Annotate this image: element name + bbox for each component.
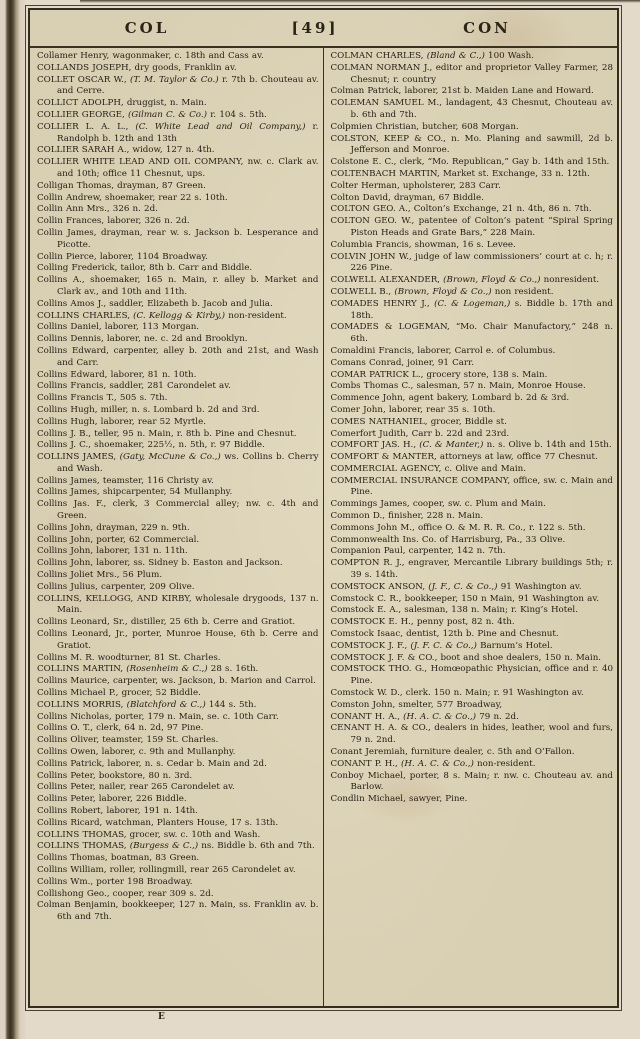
directory-entry: Conboy Michael, porter, 8 s. Main; r. nw. c. Chouteau av. and Barlow. <box>330 770 613 793</box>
directory-entry: COLWELL B., (Brown, Floyd & Co.,) non resident. <box>330 286 554 297</box>
directory-entry: COLMAN NORMAN J., editor and proprietor Valley Farmer, 28 Chesnut; r. country <box>330 62 613 85</box>
directory-entry: Collins Francis, saddler, 281 Carondelet av. <box>37 381 231 392</box>
firm-name-italic: (C. & Manter,) <box>419 440 484 451</box>
directory-entry: Collins John, laborer, 131 n. 11th. <box>37 546 188 557</box>
book-gutter-shadow <box>0 0 26 1039</box>
directory-entry: CONANT P. H., (H. A. C. & Co.,) non-resident. <box>330 758 536 769</box>
directory-entry: COMSTOCK THO. G., Homœopathic Physician, office and r. 40 Pine. <box>330 664 613 687</box>
directory-entry: COMPTON R. J., engraver, Mercantile Library buildings 5th; r. 39 s. 14th. <box>330 558 613 581</box>
directory-entry: Collins James, teamster, 116 Christy av. <box>37 475 214 486</box>
directory-entry: Common D., finisher, 228 n. Main. <box>330 511 484 522</box>
directory-entry: Collins Michael P., grocer, 52 Biddle. <box>37 688 201 699</box>
directory-entry: Collins Ricard, watchman, Planters House, 17 s. 13th. <box>37 817 279 828</box>
firm-name-italic: (Bland & C.,) <box>426 51 485 61</box>
directory-entry: COLLICT ADOLPH, druggist, n. Main. <box>37 98 207 109</box>
directory-entry: COLLIER WHITE LEAD AND OIL COMPANY, nw. c. Clark av. and 10th; office 11 Chesnut, ups. <box>37 157 319 179</box>
directory-entry: COMADES HENRY J., (C. & Logeman,) s. Biddle b. 17th and 18th. <box>330 298 613 321</box>
directory-entry: Collins William, roller, rollingmill, rear 265 Carondelet av. <box>37 864 296 875</box>
directory-entry: COLSTON, KEEP & CO., n. Mo. Planing and sawmill, 2d b. Jefferson and Monroe. <box>330 133 613 156</box>
directory-entry: Collins Leonard, Sr., distiller, 25 6th b. Cerre and Gratiot. <box>37 617 296 628</box>
directory-entry: COMMERCIAL INSURANCE COMPANY, office, sw. c. Main and Pine. <box>330 475 613 498</box>
directory-entry: Colling Frederick, tailor, 8th b. Carr and Biddle. <box>37 263 253 274</box>
firm-name-italic: (C. White Lead and Oil Company,) <box>135 121 306 132</box>
directory-entry: Collins Hugh, miller, n. s. Lombard b. 2d and 3rd. <box>37 404 260 415</box>
directory-entry: Conant Jeremiah, furniture dealer, c. 5th and O’Fallon. <box>330 747 575 758</box>
directory-entry: Collins Maurice, carpenter, ws. Jackson, b. Marion and Carrol. <box>37 676 316 687</box>
directory-entry: Comston John, smelter, 577 Broadway, <box>330 699 503 710</box>
directory-entry: Collins Daniel, laborer, 113 Morgan. <box>37 322 200 333</box>
directory-entry: COLLINS MARTIN, (Rosenheim & C.,) 28 s. 16th. <box>37 664 259 675</box>
page-number: [49] <box>291 19 339 37</box>
directory-entry: COMFORT & MANTER, attorneys at law, office 77 Chesnut. <box>330 452 598 463</box>
firm-name-italic: (Gaty, McCune & Co.,) <box>119 452 221 463</box>
directory-entry: COLLINS CHARLES, (C. Kellogg & Kirby,) non-resident. <box>37 310 287 321</box>
directory-entry: COLLINS MORRIS, (Blatchford & C.,) 144 s. 5th. <box>37 699 257 710</box>
directory-entry: Collins Amos J., saddler, Elizabeth b. Jacob and Julia. <box>37 298 273 309</box>
directory-entry: Collamer Henry, wagonmaker, c. 18th and Cass av. <box>37 51 264 61</box>
directory-entry: Collins Jas. F., clerk, 3 Commercial alley; nw. c. 4th and Green. <box>37 499 319 522</box>
directory-entry: Collins Peter, nailer, rear 265 Carondelet av. <box>37 782 235 793</box>
directory-entry: Collins Edward, laborer, 81 n. 10th. <box>37 369 197 380</box>
directory-entry: Collins Hugh, laborer, rear 52 Myrtle. <box>37 416 206 427</box>
directory-entry: Collins John, drayman, 229 n. 9th. <box>37 522 190 533</box>
directory-entry: CENANT H. A. & CO., dealers in hides, leather, wool and furs, 79 n. 2nd. <box>330 723 613 746</box>
directory-entry: Collins Oliver, teamster, 159 St. Charles. <box>37 735 219 746</box>
directory-entry: Collins Francis T., 505 s. 7th. <box>37 393 168 404</box>
directory-entry: Comaldini Francis, laborer, Carrol e. of Columbus. <box>330 345 556 356</box>
directory-entry: Collishong Geo., cooper, rear 309 s. 2d. <box>37 888 214 899</box>
directory-entry: Colton David, drayman, 67 Biddle. <box>330 192 484 203</box>
directory-entry: Commings James, cooper, sw. c. Plum and Main. <box>330 499 546 510</box>
directory-entry: CONANT H. A., (H. A. C. & Co.,) 79 n. 2d. <box>330 711 519 722</box>
directory-column-right <box>324 48 618 1006</box>
directory-entry: Collins Nicholas, porter, 179 n. Main, se. c. 10th Carr. <box>37 711 279 722</box>
firm-name-italic: (Brown, Floyd & Co.,) <box>443 275 541 286</box>
directory-entry: COMADES & LOGEMAN, “Mo. Chair Manufactory,” 248 n. 6th. <box>330 322 613 345</box>
firm-name-italic: (T. M. Taylor & Co.) <box>129 74 219 85</box>
directory-entry: Collins A., shoemaker, 165 n. Main, r. alley b. Market and Clark av., and 10th and 11th. <box>37 275 319 297</box>
firm-name-italic: (Rosenheim & C.,) <box>126 664 208 675</box>
firm-name-italic: (Burgess & C.,) <box>129 841 199 852</box>
directory-column-left <box>30 48 324 1006</box>
directory-entry: COMSTOCK E. H., penny post, 82 n. 4th. <box>330 617 515 628</box>
directory-entry: COMSTOCK ANSON, (J. F., C. & Co.,) 91 Washington av. <box>330 581 582 592</box>
firm-name-italic: (Blatchford & C.,) <box>126 699 206 710</box>
directory-entry: Commonwealth Ins. Co. of Harrisburg, Pa., 33 Olive. <box>330 534 566 545</box>
directory-entry: Collin Andrew, shoemaker, rear 22 s. 10th. <box>37 192 228 203</box>
directory-entry: COLLINS THOMAS, grocer, sw. c. 10th and Wash. <box>37 829 261 840</box>
directory-entry: COLLINS JAMES, (Gaty, McCune & Co.,) ws. Collins b. Cherry and Wash. <box>37 452 319 474</box>
firm-name-italic: (C. Kellogg & Kirby,) <box>133 310 226 321</box>
directory-columns <box>30 48 617 1006</box>
directory-entry: Collins Robert, laborer, 191 n. 14th. <box>37 806 198 816</box>
directory-entry: Commons John M., office O. & M. R. R. Co., r. 122 s. 5th. <box>330 522 586 533</box>
directory-entry: Collins Peter, laborer, 226 Biddle. <box>37 794 187 805</box>
page-frame <box>25 5 622 1011</box>
directory-entry: Commence John, agent bakery, Lombard b. 2d & 3rd. <box>330 393 570 404</box>
running-head-left: COL <box>124 19 170 37</box>
directory-entry: Columbia Francis, showman, 16 s. Levee. <box>330 239 516 250</box>
directory-entry: Collins Owen, laborer, c. 9th and Mullanphy. <box>37 747 236 758</box>
signature-mark: E <box>158 1012 165 1022</box>
directory-entry: COLTON GEO. A., Colton’s Exchange, 21 n. 4th, 86 n. 7th. <box>330 204 592 215</box>
directory-entry: COLVIN JOHN W., judge of law commissioners’ court at c. h; r. 226 Pine. <box>330 251 613 274</box>
directory-entry: Comans Conrad, joiner, 91 Carr. <box>330 357 475 368</box>
directory-entry: COLMAN CHARLES, (Bland & C.,) 100 Wash. <box>330 51 534 61</box>
firm-name-italic: (H. A. C. & Co.,) <box>403 711 477 722</box>
firm-name-italic: (Brown, Floyd & Co.,) <box>394 286 492 297</box>
directory-entry: Collins Julius, carpenter, 209 Olive. <box>37 581 195 592</box>
running-head <box>30 10 617 48</box>
directory-entry: Collin James, drayman, rear w. s. Jackson b. Lesperance and Picotte. <box>37 227 319 250</box>
directory-entry: Collin Pierce, laborer, 1104 Broadway. <box>37 251 208 262</box>
directory-entry: Collins J. C., shoemaker, 225½, n. 5th, r. 97 Biddle. <box>37 440 265 451</box>
directory-entry: Collins Patrick, laborer, n. s. Cedar b. Main and 2d. <box>37 758 267 769</box>
directory-entry: Collins Peter, bookstore, 80 n. 3rd. <box>37 770 193 781</box>
directory-entry: Colligan Thomas, drayman, 87 Green. <box>37 180 206 191</box>
directory-entry: Comer John, laborer, rear 35 s. 10th. <box>330 404 496 415</box>
directory-entry: Collins M. R. woodturner, 81 St. Charles. <box>37 652 221 663</box>
directory-entry: COLLET OSCAR W., (T. M. Taylor & Co.) r. 7th b. Chouteau av. and Cerre. <box>37 74 319 97</box>
directory-entry: Collins Leonard, Jr., porter, Munroe House, 6th b. Cerre and Gratiot. <box>37 629 319 651</box>
directory-entry: Colpmien Christian, butcher, 608 Morgan. <box>330 121 519 132</box>
directory-entry: COLTON GEO. W., patentee of Colton’s patent “Spiral Spring Piston Heads and Grate Bars,” 228 Main. <box>330 216 613 238</box>
directory-entry: COMES NATHANIEL, grocer, Biddle st. <box>330 416 507 427</box>
directory-entry: COLLANDS JOSEPH, dry goods, Franklin av. <box>37 62 237 73</box>
directory-entry: COLLIER GEORGE, (Gilman C. & Co.) r. 104 s. 5th. <box>37 109 267 120</box>
directory-entry: Condlin Michael, sawyer, Pine. <box>330 794 468 805</box>
scan-top-edge <box>80 0 640 3</box>
directory-entry: COMSTOCK J. F., (J. F. C. & Co.,) Barnum’s Hotel. <box>330 640 553 651</box>
directory-entry: Collin Ann Mrs., 326 n. 2d. <box>37 204 158 215</box>
directory-entry: Collins Thomas, boatman, 83 Green. <box>37 853 200 864</box>
directory-entry: Collins Dennis, laborer, ne. c. 2d and Brooklyn. <box>37 334 248 345</box>
directory-entry: Comerfort Judith, Carr b. 22d and 23rd. <box>330 428 510 439</box>
directory-entry: Comstock W. D., clerk. 150 n. Main; r. 91 Washington av. <box>330 688 584 699</box>
firm-name-italic: (J. F. C. & Co.,) <box>410 640 477 651</box>
firm-name-italic: (J. F., C. & Co.,) <box>428 581 498 592</box>
directory-entry: COLWELL ALEXANDER, (Brown, Floyd & Co.,) nonresident. <box>330 275 600 286</box>
directory-entry: Comstock C. R., bookkeeper, 150 n Main, 91 Washington av. <box>330 593 599 604</box>
directory-entry: COLLIER L. A. L., (C. White Lead and Oil Company,) r. Randolph b. 12th and 13th <box>37 121 319 144</box>
directory-entry: COMAR PATRICK L., grocery store, 138 s. Main. <box>330 369 548 380</box>
directory-entry: COLEMAN SAMUEL M., landagent, 43 Chesnut, Chouteau av. b. 6th and 7th. <box>330 98 613 120</box>
directory-entry: Companion Paul, carpenter, 142 n. 7th. <box>330 546 506 557</box>
directory-entry: COMFORT JAS. H., (C. & Manter,) n. s. Olive b. 14th and 15th. <box>330 440 612 451</box>
directory-entry: COLTENBACH MARTIN, Market st. Exchange, 33 n. 12th. <box>330 168 590 179</box>
directory-entry: Colman Patrick, laborer, 21st b. Maiden Lane and Howard. <box>330 86 594 97</box>
firm-name-italic: (C. & Logeman,) <box>434 298 511 309</box>
directory-entry: Collin Frances, laborer, 326 n. 2d. <box>37 216 190 227</box>
directory-entry: Collins James, shipcarpenter, 54 Mullanphy. <box>37 487 233 498</box>
directory-entry: Collins John, laborer, ss. Sidney b. Easton and Jackson. <box>37 558 283 569</box>
directory-entry: Colstone E. C., clerk, “Mo. Republican,” Gay b. 14th and 15th. <box>330 157 610 168</box>
directory-entry: Collins J. B., teller, 95 n. Main, r. 8th b. Pine and Chesnut. <box>37 428 297 439</box>
directory-entry: Collins O. T., clerk, 64 n. 2d, 97 Pine. <box>37 723 204 734</box>
directory-entry: Comstock E. A., salesman, 138 n. Main; r. King’s Hotel. <box>330 605 578 616</box>
directory-entry: COMSTOCK J. F. & CO., boot and shoe dealers, 150 n. Main. <box>330 652 602 663</box>
directory-entry: COLLINS, KELLOGG, AND KIRBY, wholesale drygoods, 137 n. Main. <box>37 593 319 616</box>
running-head-right: CON <box>463 19 511 37</box>
directory-entry: Collins John, porter, 62 Commercial. <box>37 534 200 545</box>
directory-entry: Colman Benjamin, bookkeeper, 127 n. Main, ss. Franklin av. b. 6th and 7th. <box>37 900 319 923</box>
page-body <box>28 8 619 1008</box>
directory-entry: Collins Joliet Mrs., 56 Plum. <box>37 570 163 581</box>
directory-entry: COMMERCIAL AGENCY, c. Olive and Main. <box>330 463 526 474</box>
firm-name-italic: (Gilman C. & Co.) <box>127 109 208 120</box>
firm-name-italic: (H. A. C. & Co.,) <box>400 758 474 769</box>
directory-entry: Comstock Isaac, dentist, 12th b. Pine and Chesnut. <box>330 629 559 640</box>
directory-entry: Colter Herman, upholsterer, 283 Carr. <box>330 180 501 191</box>
directory-entry: Collins Edward, carpenter, alley b. 20th and 21st, and Wash and Carr. <box>37 345 319 368</box>
directory-entry: Collins Wm., porter 198 Broadway. <box>37 876 193 887</box>
directory-entry: COLLIER SARAH A., widow, 127 n. 4th. <box>37 145 215 156</box>
directory-entry: COLLINS THOMAS, (Burgess & C.,) ns. Biddle b. 6th and 7th. <box>37 841 315 852</box>
directory-entry: Combs Thomas C., salesman, 57 n. Main, Monroe House. <box>330 381 586 392</box>
